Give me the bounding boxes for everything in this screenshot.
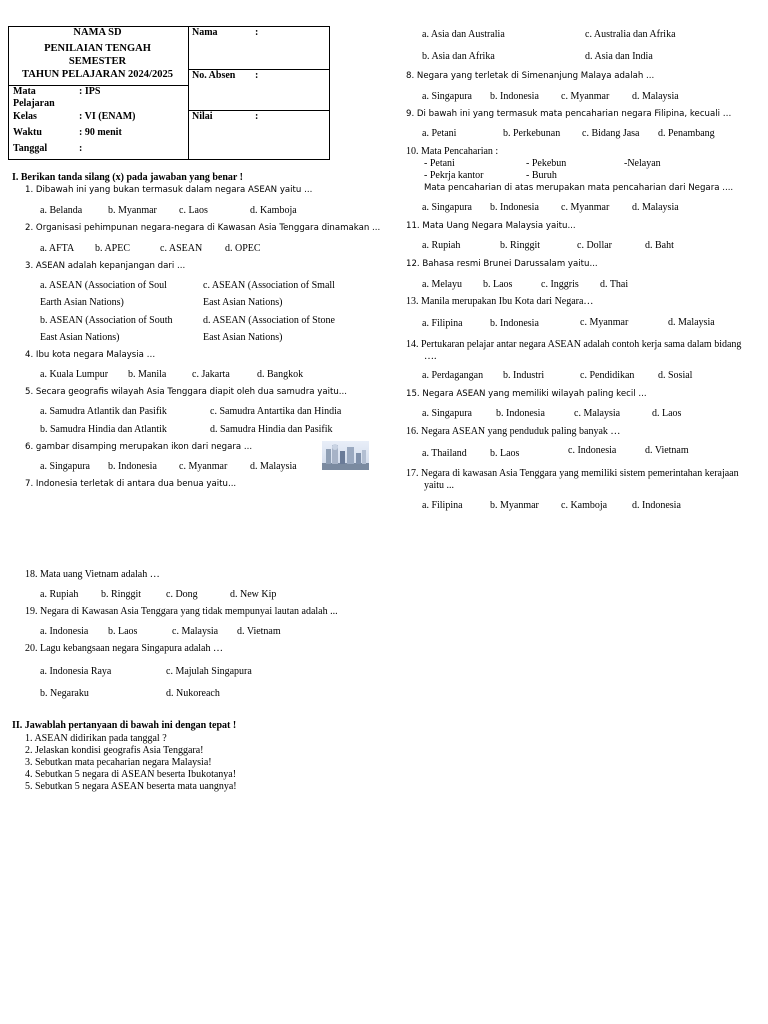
q8-option-b[interactable]: b. Indonesia: [490, 91, 539, 102]
tanggal-label: Tanggal: [13, 143, 48, 154]
q10-list-nelayan: -Nelayan: [624, 158, 661, 169]
q15-option-b[interactable]: b. Indonesia: [496, 408, 545, 419]
tanggal-value: :: [79, 143, 83, 154]
kelas-label: Kelas: [13, 111, 37, 122]
q14-option-a[interactable]: a. Perdagangan: [422, 370, 484, 381]
question-17: 17. Negara di kawasan Asia Tenggara yang memiliki sistem pemerintahan kerajaan: [406, 468, 739, 479]
q6-option-c[interactable]: c. Myanmar: [179, 461, 228, 472]
question-11: 11. Mata Uang Negara Malaysia yaitu...: [406, 221, 576, 231]
q8-option-a[interactable]: a. Singapura: [422, 91, 472, 102]
school-name: NAMA SD: [73, 27, 122, 38]
question-19: 19. Negara di Kawasan Asia Tenggara yang tidak mempunyai lautan adalah ...: [25, 606, 338, 617]
question-20: 20. Lagu kebangsaan negara Singapura adalah …: [25, 643, 223, 654]
q1-option-b[interactable]: b. Myanmar: [108, 205, 157, 216]
q13-option-b[interactable]: b. Indonesia: [490, 318, 539, 329]
q19-option-a[interactable]: a. Indonesia: [40, 626, 89, 637]
q9-option-b[interactable]: b. Perkebunan: [503, 128, 561, 139]
q10-option-a[interactable]: a. Singapura: [422, 202, 472, 213]
nilai-colon[interactable]: :: [255, 111, 259, 122]
question-5: 5. Secara geografis wilayah Asia Tenggara diapit oleh dua samudra yaitu...: [25, 387, 348, 397]
q17-option-d[interactable]: d. Indonesia: [632, 500, 681, 511]
q1-option-d[interactable]: d. Kamboja: [250, 205, 297, 216]
essay-question-2: 2. Jelaskan kondisi geografis Asia Tenggara!: [25, 745, 204, 756]
question-7: 7. Indonesia terletak di antara dua benua yaitu...: [25, 479, 237, 489]
question-4: 4. Ibu kota negara Malaysia …: [25, 350, 156, 360]
q9-option-a[interactable]: a. Petani: [422, 128, 457, 139]
q1-option-c[interactable]: c. Laos: [179, 205, 208, 216]
exam-year: TAHUN PELAJARAN 2024/2025: [22, 69, 173, 80]
essay-question-5: 5. Sebutkan 5 negara ASEAN beserta mata uangnya!: [25, 781, 237, 792]
mapel-label: Mata: [13, 86, 36, 97]
q5-option-a[interactable]: a. Samudra Atlantik dan Pasifik: [40, 406, 167, 417]
q3-option-b[interactable]: b. ASEAN (Association of South: [40, 315, 173, 326]
q6-option-b[interactable]: b. Indonesia: [108, 461, 157, 472]
q16-option-b[interactable]: b. Laos: [490, 448, 520, 459]
essay-question-3: 3. Sebutkan mata pecaharian negara Malaysia!: [25, 757, 212, 768]
question-17-cont: yaitu ...: [424, 480, 454, 491]
q2-option-c[interactable]: c. ASEAN: [160, 243, 203, 254]
q3-option-c-cont: East Asian Nations): [203, 297, 283, 308]
q15-option-d[interactable]: d. Laos: [652, 408, 682, 419]
essay-question-4: 4. Sebutkan 5 negara di ASEAN beserta Ibukotanya!: [25, 769, 237, 780]
q6-option-a[interactable]: a. Singapura: [40, 461, 90, 472]
q12-option-d[interactable]: d. Thai: [600, 279, 629, 290]
q14-option-d[interactable]: d. Sosial: [658, 370, 693, 381]
waktu-value: : 90 menit: [79, 127, 122, 138]
q18-option-b[interactable]: b. Ringgit: [101, 589, 142, 600]
nama-colon[interactable]: :: [255, 27, 259, 38]
question-12: 12. Bahasa resmi Brunei Darussalam yaitu...: [406, 259, 598, 269]
q16-option-a[interactable]: a. Thailand: [422, 448, 467, 459]
q5-option-c[interactable]: c. Samudra Antartika dan Hindia: [210, 406, 342, 417]
nama-label: Nama: [192, 27, 218, 38]
q7-option-c[interactable]: c. Australia dan Afrika: [585, 29, 676, 40]
q8-option-c[interactable]: c. Myanmar: [561, 91, 610, 102]
q12-option-c[interactable]: c. Inggris: [541, 279, 579, 290]
q5-option-b[interactable]: b. Samudra Hindia dan Atlantik: [40, 424, 167, 435]
q3-option-d[interactable]: d. ASEAN (Association of Stone: [203, 315, 335, 326]
q8-option-d[interactable]: d. Malaysia: [632, 91, 679, 102]
q3-option-a[interactable]: a. ASEAN (Association of Soul: [40, 280, 167, 291]
q13-option-d[interactable]: d. Malaysia: [668, 317, 715, 328]
question-9: 9. Di bawah ini yang termasuk mata pencaharian negara Filipina, kecuali …: [406, 109, 732, 119]
question-14-cont: ….: [424, 351, 437, 362]
q10-list-pekrja: - Pekrja kantor: [424, 170, 484, 181]
q4-option-c[interactable]: c. Jakarta: [192, 369, 230, 380]
q3-option-b-cont: East Asian Nations): [40, 332, 120, 343]
q1-option-a[interactable]: a. Belanda: [40, 205, 83, 216]
q15-option-c[interactable]: c. Malaysia: [574, 408, 621, 419]
q9-option-d[interactable]: d. Penambang: [658, 128, 715, 139]
section-1-heading: I. Berikan tanda silang (x) pada jawaban yang benar !: [12, 172, 243, 183]
q18-option-a[interactable]: a. Rupiah: [40, 589, 79, 600]
q11-option-b[interactable]: b. Ringgit: [500, 240, 541, 251]
city-skyline-icon: [322, 441, 369, 470]
q3-option-d-cont: East Asian Nations): [203, 332, 283, 343]
question-10: 10. Mata Pencaharian :: [406, 146, 499, 157]
nilai-label: Nilai: [192, 111, 213, 122]
q17-option-a[interactable]: a. Filipina: [422, 500, 463, 511]
waktu-label: Waktu: [13, 127, 42, 138]
noabsen-colon[interactable]: :: [255, 70, 259, 81]
q2-option-a[interactable]: a. AFTA: [40, 243, 75, 254]
q9-option-c[interactable]: c. Bidang Jasa: [582, 128, 640, 139]
q12-option-b[interactable]: b. Laos: [483, 279, 513, 290]
q3-option-c[interactable]: c. ASEAN (Association of Small: [203, 280, 335, 291]
section-2-heading: II. Jawablah pertanyaan di bawah ini dengan tepat !: [12, 720, 237, 731]
q14-option-b[interactable]: b. Industri: [503, 370, 545, 381]
q17-option-b[interactable]: b. Myanmar: [490, 500, 539, 511]
q20-option-c[interactable]: c. Majulah Singapura: [166, 666, 252, 677]
noabsen-label: No. Absen: [192, 70, 236, 81]
q7-option-a[interactable]: a. Asia dan Australia: [422, 29, 505, 40]
exam-title-1: PENILAIAN TENGAH: [44, 43, 151, 54]
q18-option-d[interactable]: d. New Kip: [230, 589, 277, 600]
q19-option-d[interactable]: d. Vietnam: [237, 626, 281, 637]
q4-option-d[interactable]: d. Bangkok: [257, 369, 304, 380]
q10-option-d[interactable]: d. Malaysia: [632, 202, 679, 213]
q2-option-b[interactable]: b. APEC: [95, 243, 131, 254]
q10-option-c[interactable]: c. Myanmar: [561, 202, 610, 213]
q17-option-c[interactable]: c. Kamboja: [561, 500, 608, 511]
q10-list-petani: - Petani: [424, 158, 455, 169]
q13-option-c[interactable]: c. Myanmar: [580, 317, 629, 328]
q5-option-d[interactable]: d. Samudra Hindia dan Pasifik: [210, 424, 333, 435]
q14-option-c[interactable]: c. Pendidikan: [580, 370, 635, 381]
q11-option-a[interactable]: a. Rupiah: [422, 240, 461, 251]
question-10-body: Mata pencaharian di atas merupakan mata pencaharian dari Negara ....: [424, 183, 734, 193]
q11-option-d[interactable]: d. Baht: [645, 240, 674, 251]
header-divider: [188, 27, 189, 159]
q12-option-a[interactable]: a. Melayu: [422, 279, 462, 290]
question-16: 16. Negara ASEAN yang penduduk paling banyak …: [406, 426, 621, 437]
q11-option-c[interactable]: c. Dollar: [577, 240, 612, 251]
q10-option-b[interactable]: b. Indonesia: [490, 202, 539, 213]
question-1: 1. Dibawah ini yang bukan termasuk dalam negara ASEAN yaitu ...: [25, 185, 313, 195]
mapel-label-2: Pelajaran: [13, 98, 55, 109]
q6-option-d[interactable]: d. Malaysia: [250, 461, 297, 472]
question-6: 6. gambar disamping merupakan ikon dari negara ...: [25, 442, 253, 452]
landmark-image: [322, 441, 369, 470]
q19-option-c[interactable]: c. Malaysia: [172, 626, 219, 637]
question-15: 15. Negara ASEAN yang memiliki wilayah paling kecil ...: [406, 389, 647, 399]
q20-option-a[interactable]: a. Indonesia Raya: [40, 666, 112, 677]
question-3: 3. ASEAN adalah kepanjangan dari ...: [25, 261, 186, 271]
q19-option-b[interactable]: b. Laos: [108, 626, 138, 637]
q18-option-c[interactable]: c. Dong: [166, 589, 198, 600]
q3-option-a-cont: Earth Asian Nations): [40, 297, 124, 308]
q4-option-b[interactable]: b. Manila: [128, 369, 167, 380]
question-13: 13. Manila merupakan Ibu Kota dari Negara…: [406, 296, 594, 307]
q20-option-b[interactable]: b. Negaraku: [40, 688, 89, 699]
question-2: 2. Organisasi pehimpunan negara-negara di Kawasan Asia Tenggara dinamakan ...: [25, 223, 381, 233]
q7-option-d[interactable]: d. Asia dan India: [585, 51, 653, 62]
q13-option-a[interactable]: a. Filipina: [422, 318, 463, 329]
mapel-value: : IPS: [79, 86, 101, 97]
q10-list-buruh: - Buruh: [526, 170, 557, 181]
q20-option-d[interactable]: d. Nukoreach: [166, 688, 220, 699]
q16-option-c[interactable]: c. Indonesia: [568, 445, 617, 456]
q15-option-a[interactable]: a. Singapura: [422, 408, 472, 419]
exam-title-2: SEMESTER: [68, 56, 127, 67]
kelas-value: : VI (ENAM): [79, 111, 136, 122]
q2-option-d[interactable]: d. OPEC: [225, 243, 261, 254]
q4-option-a[interactable]: a. Kuala Lumpur: [40, 369, 109, 380]
q7-option-b[interactable]: b. Asia dan Afrika: [422, 51, 495, 62]
question-14: 14. Pertukaran pelajar antar negara ASEAN adalah contoh kerja sama dalam bidang: [406, 339, 742, 350]
question-8: 8. Negara yang terletak di Simenanjung Malaya adalah ...: [406, 71, 655, 81]
q10-list-pekebun: - Pekebun: [526, 158, 567, 169]
q16-option-d[interactable]: d. Vietnam: [645, 445, 689, 456]
question-18: 18. Mata uang Vietnam adalah …: [25, 569, 160, 580]
essay-question-1: 1. ASEAN didirikan pada tanggal ?: [25, 733, 167, 744]
